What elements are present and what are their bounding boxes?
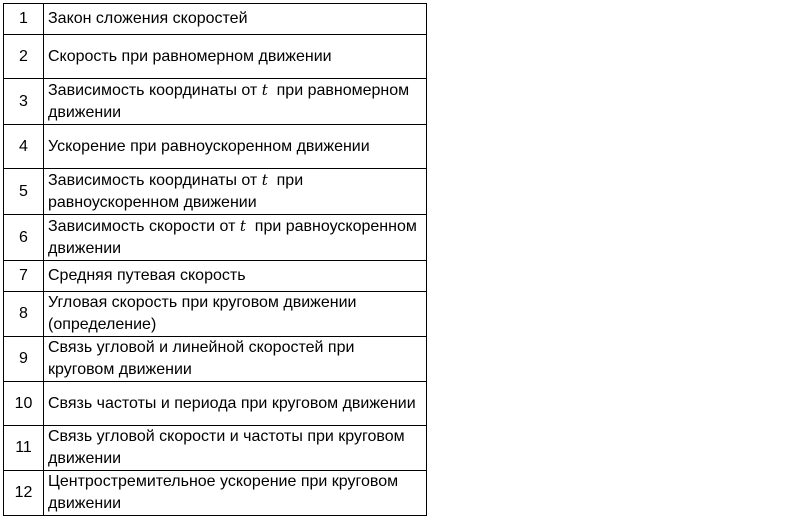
table-row — [4, 426, 427, 471]
row-description: Ускорение при равноускоренном движении — [44, 125, 427, 169]
table-row — [4, 4, 427, 35]
table-row — [4, 79, 427, 125]
formulas-table — [3, 3, 427, 516]
table-row — [4, 215, 427, 261]
row-number: 6 — [4, 215, 44, 261]
table-row — [4, 337, 427, 382]
row-number: 4 — [4, 125, 44, 169]
row-description-pre: Зависимость координаты от — [48, 172, 262, 189]
row-description-post: при равноускоренном движении — [48, 172, 308, 211]
row-description: Закон сложения скоростей — [44, 4, 427, 35]
table-row — [4, 125, 427, 169]
table-row — [4, 169, 427, 215]
variable-t: t — [239, 217, 246, 235]
row-description: Средняя путевая скорость — [44, 261, 427, 292]
row-description: Связь угловой скорости и частоты при круговом движении — [44, 426, 427, 471]
table-row — [4, 35, 427, 79]
row-description: Центростремительное ускорение при круговом движении — [44, 471, 427, 516]
variable-t: t — [261, 171, 268, 189]
row-description: Связь частоты и периода при круговом движении — [44, 382, 427, 426]
row-description: Скорость при равномерном движении — [44, 35, 427, 79]
row-number: 9 — [4, 337, 44, 382]
row-number: 7 — [4, 261, 44, 292]
row-description: Угловая скорость при круговом движении (определение) — [44, 292, 427, 337]
row-description: Связь угловой и линейной скоростей при круговом движении — [44, 337, 427, 382]
row-number: 10 — [4, 382, 44, 426]
row-description — [44, 169, 427, 215]
row-description — [44, 79, 427, 125]
row-number: 2 — [4, 35, 44, 79]
row-description-post: при равноускоренном движении — [48, 218, 422, 257]
row-number: 11 — [4, 426, 44, 471]
row-description-pre: Зависимость координаты от — [48, 82, 262, 99]
table-row — [4, 292, 427, 337]
row-description-post: при равномерном движении — [48, 82, 414, 121]
row-number: 12 — [4, 471, 44, 516]
row-description-pre: Зависимость скорости от — [48, 218, 240, 235]
table-row — [4, 471, 427, 516]
row-number: 3 — [4, 79, 44, 125]
table-row — [4, 382, 427, 426]
row-number: 8 — [4, 292, 44, 337]
variable-t: t — [261, 81, 268, 99]
row-description — [44, 215, 427, 261]
table-row — [4, 261, 427, 292]
row-number: 5 — [4, 169, 44, 215]
row-number: 1 — [4, 4, 44, 35]
